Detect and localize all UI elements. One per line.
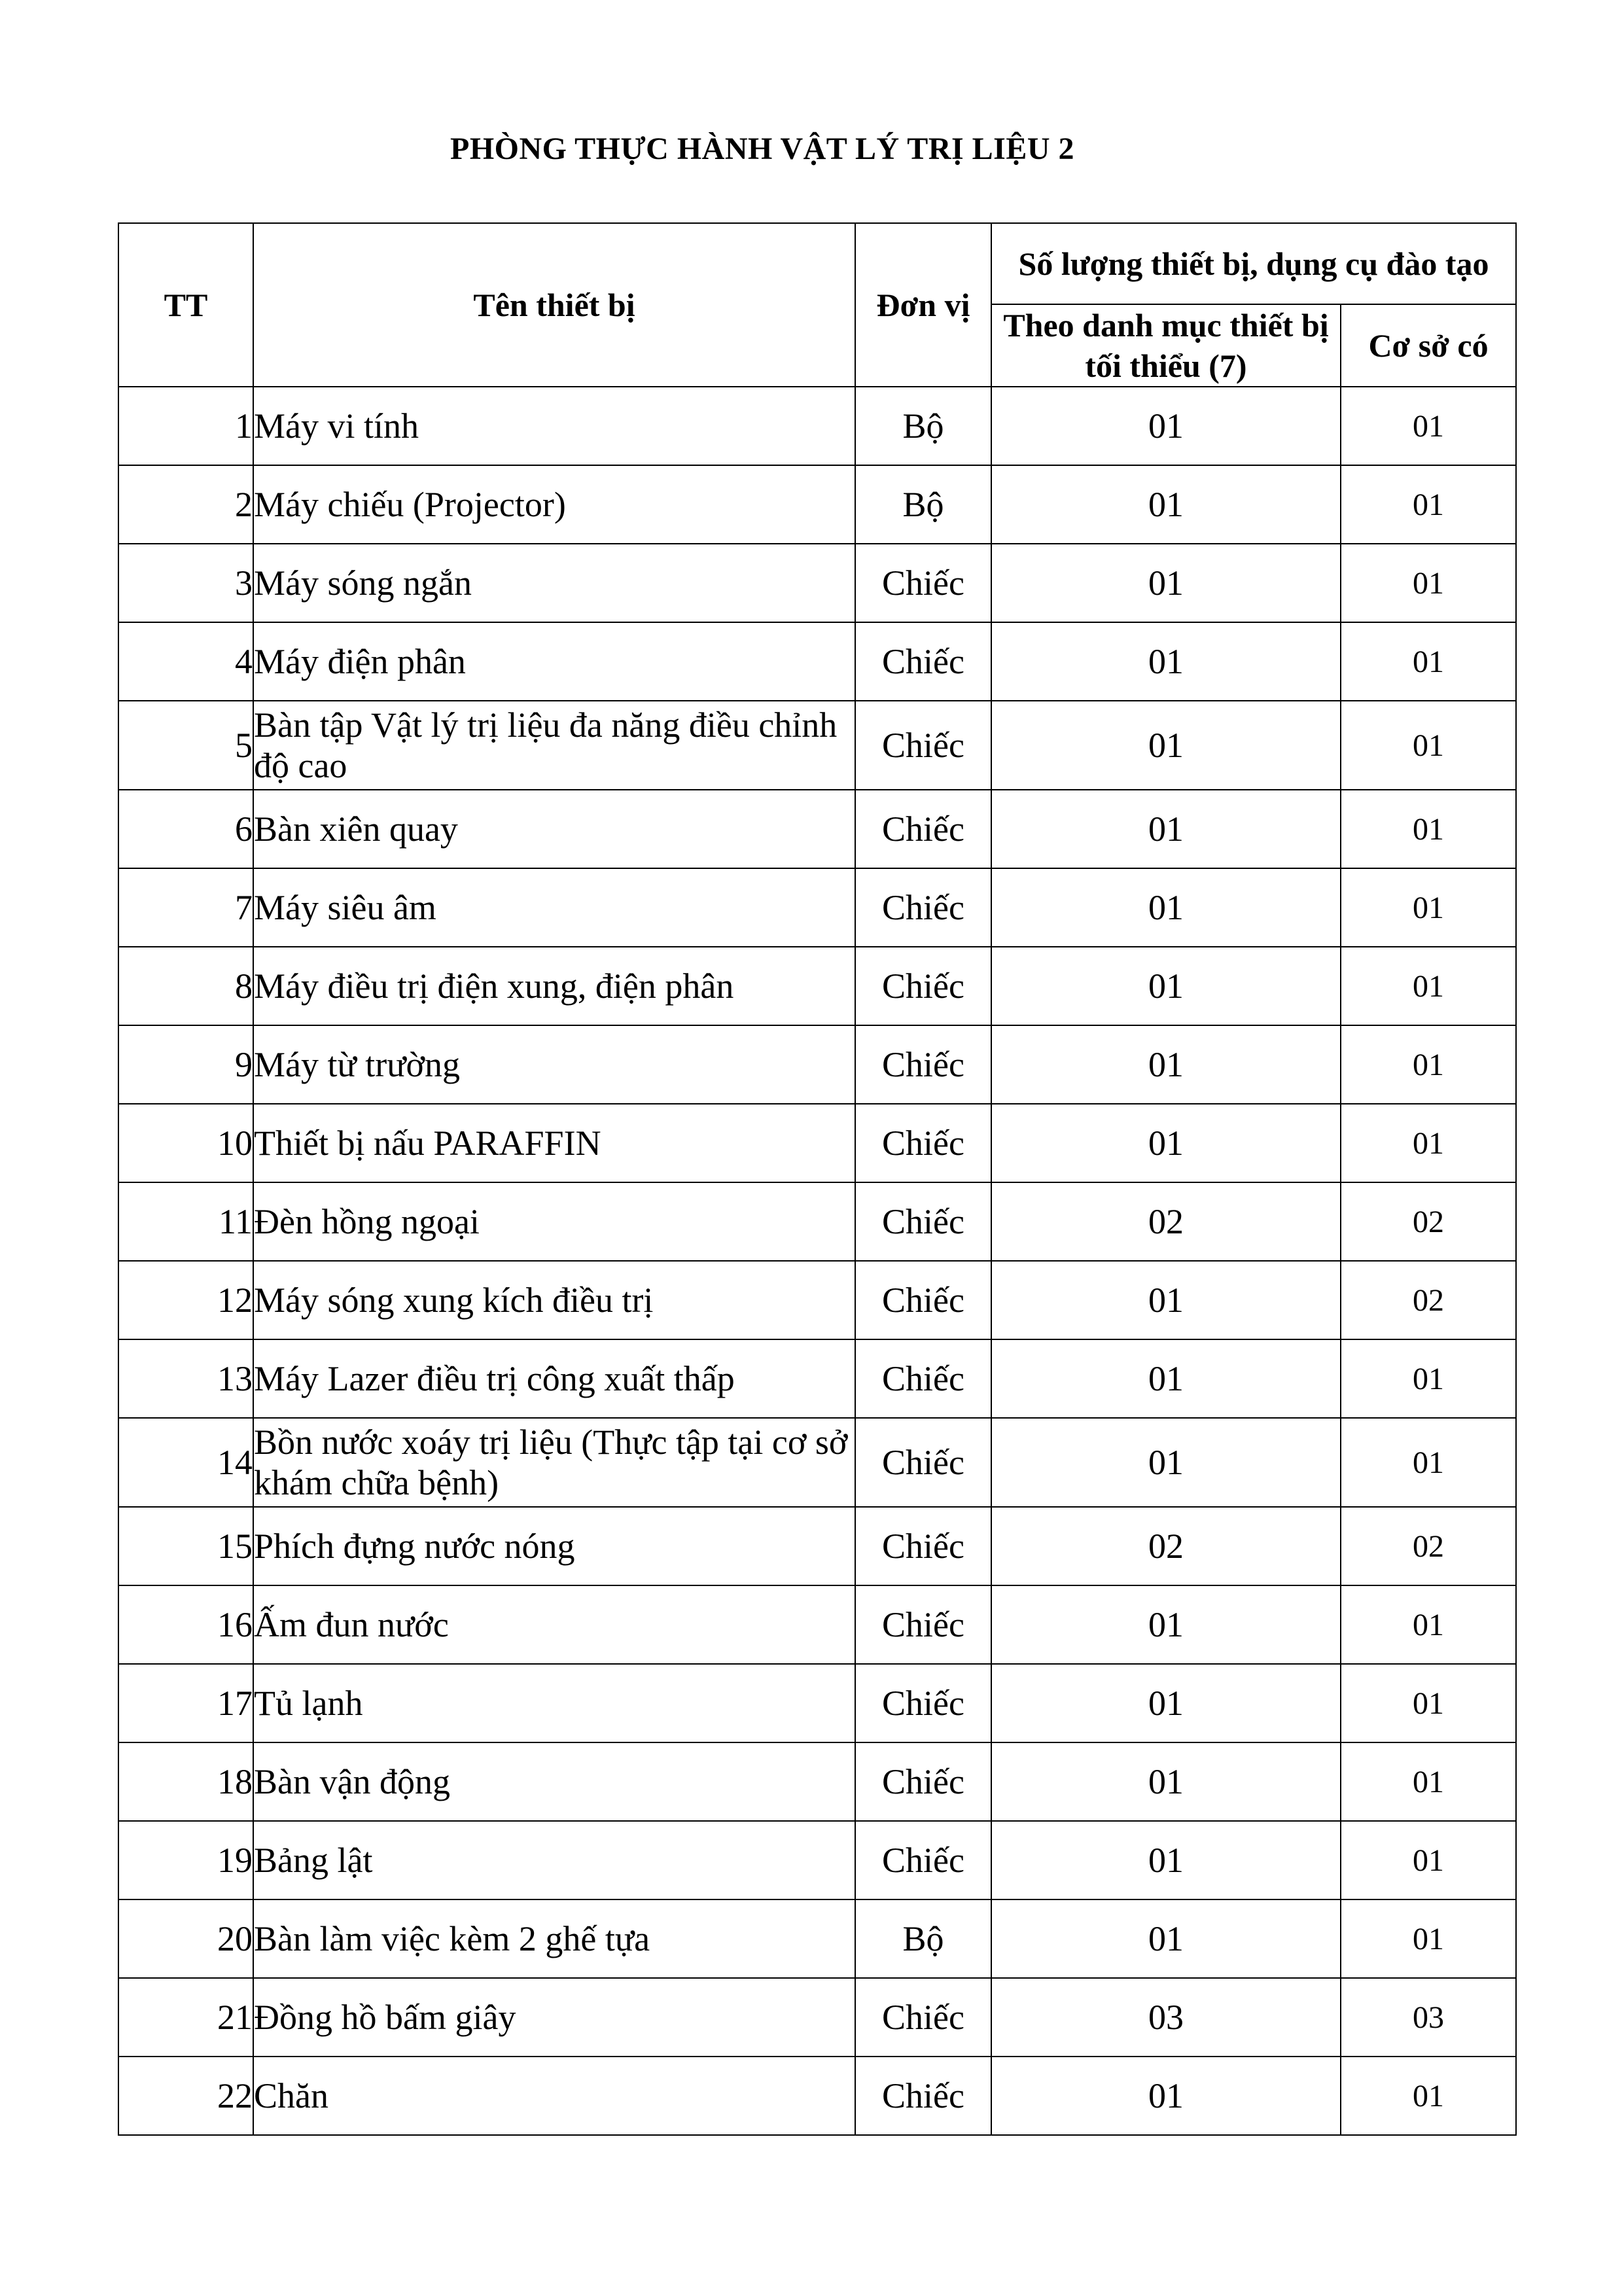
unit-cell: Chiếc [855, 1182, 991, 1261]
unit-cell: Chiếc [855, 790, 991, 868]
available-quantity: 01 [1341, 1025, 1516, 1104]
available-quantity: 01 [1341, 1899, 1516, 1978]
equipment-name: Máy điều trị điện xung, điện phân [253, 947, 855, 1025]
minimum-quantity: 01 [991, 1585, 1341, 1664]
unit-cell: Chiếc [855, 868, 991, 947]
minimum-quantity: 01 [991, 1339, 1341, 1418]
unit-cell: Chiếc [855, 1025, 991, 1104]
page-title: PHÒNG THỰC HÀNH VẬT LÝ TRỊ LIỆU 2 [450, 132, 1074, 166]
row-number: 18 [118, 1742, 253, 1821]
header-tt: TT [118, 223, 253, 387]
table-row [118, 1339, 1516, 1418]
equipment-name: Đèn hồng ngoại [253, 1182, 855, 1261]
header-unit: Đơn vị [855, 223, 991, 387]
available-quantity: 01 [1341, 387, 1516, 465]
equipment-name: Máy điện phân [253, 622, 855, 701]
available-quantity: 01 [1341, 1742, 1516, 1821]
equipment-name: Máy chiếu (Projector) [253, 465, 855, 544]
minimum-quantity: 01 [991, 622, 1341, 701]
equipment-name: Máy sóng ngắn [253, 544, 855, 622]
minimum-quantity: 01 [991, 465, 1341, 544]
equipment-table [118, 222, 1517, 2136]
equipment-name: Máy sóng xung kích điều trị [253, 1261, 855, 1339]
row-number: 4 [118, 622, 253, 701]
available-quantity: 01 [1341, 544, 1516, 622]
available-quantity: 01 [1341, 1418, 1516, 1507]
row-number: 1 [118, 387, 253, 465]
minimum-quantity: 01 [991, 790, 1341, 868]
table-row [118, 1585, 1516, 1664]
table-row [118, 465, 1516, 544]
row-number: 10 [118, 1104, 253, 1182]
header-quantity-group: Số lượng thiết bị, dụng cụ đào tạo [991, 223, 1516, 304]
unit-cell: Chiếc [855, 1261, 991, 1339]
equipment-name: Ấm đun nước [253, 1585, 855, 1664]
equipment-name: Bàn tập Vật lý trị liệu đa năng điều chỉnh độ cao [253, 701, 855, 790]
table-row [118, 1978, 1516, 2057]
row-number: 3 [118, 544, 253, 622]
unit-cell: Chiếc [855, 1418, 991, 1507]
row-number: 2 [118, 465, 253, 544]
table-row [118, 1261, 1516, 1339]
unit-cell: Chiếc [855, 1664, 991, 1742]
row-number: 19 [118, 1821, 253, 1899]
available-quantity: 01 [1341, 1821, 1516, 1899]
unit-cell: Chiếc [855, 1585, 991, 1664]
header-minimum: Theo danh mục thiết bị tối thiểu (7) [991, 304, 1341, 387]
unit-cell: Bộ [855, 465, 991, 544]
available-quantity: 01 [1341, 1585, 1516, 1664]
table-row [118, 544, 1516, 622]
unit-cell: Chiếc [855, 701, 991, 790]
table-row [118, 622, 1516, 701]
minimum-quantity: 01 [991, 1664, 1341, 1742]
available-quantity: 01 [1341, 465, 1516, 544]
unit-cell: Chiếc [855, 1339, 991, 1418]
row-number: 17 [118, 1664, 253, 1742]
equipment-name: Bảng lật [253, 1821, 855, 1899]
table-row [118, 1182, 1516, 1261]
row-number: 9 [118, 1025, 253, 1104]
row-number: 8 [118, 947, 253, 1025]
equipment-name: Máy Lazer điều trị công xuất thấp [253, 1339, 855, 1418]
equipment-name: Máy từ trường [253, 1025, 855, 1104]
minimum-quantity: 01 [991, 1104, 1341, 1182]
available-quantity: 01 [1341, 1104, 1516, 1182]
equipment-name: Bàn làm việc kèm 2 ghế tựa [253, 1899, 855, 1978]
unit-cell: Chiếc [855, 1978, 991, 2057]
minimum-quantity: 01 [991, 2057, 1341, 2135]
unit-cell: Chiếc [855, 1507, 991, 1585]
equipment-name: Tủ lạnh [253, 1664, 855, 1742]
table-row [118, 1418, 1516, 1507]
unit-cell: Chiếc [855, 2057, 991, 2135]
equipment-name: Bàn xiên quay [253, 790, 855, 868]
table-row [118, 1664, 1516, 1742]
table-row [118, 2057, 1516, 2135]
available-quantity: 02 [1341, 1507, 1516, 1585]
equipment-name: Thiết bị nấu PARAFFIN [253, 1104, 855, 1182]
minimum-quantity: 01 [991, 544, 1341, 622]
row-number: 7 [118, 868, 253, 947]
minimum-quantity: 01 [991, 701, 1341, 790]
row-number: 15 [118, 1507, 253, 1585]
available-quantity: 02 [1341, 1182, 1516, 1261]
minimum-quantity: 01 [991, 947, 1341, 1025]
minimum-quantity: 01 [991, 1261, 1341, 1339]
minimum-quantity: 02 [991, 1182, 1341, 1261]
table-row [118, 701, 1516, 790]
unit-cell: Chiếc [855, 1104, 991, 1182]
row-number: 5 [118, 701, 253, 790]
table-row [118, 790, 1516, 868]
table-row [118, 1104, 1516, 1182]
minimum-quantity: 01 [991, 1821, 1341, 1899]
table-row [118, 1025, 1516, 1104]
table-row [118, 387, 1516, 465]
minimum-quantity: 01 [991, 387, 1341, 465]
row-number: 6 [118, 790, 253, 868]
equipment-name: Bàn vận động [253, 1742, 855, 1821]
unit-cell: Chiếc [855, 947, 991, 1025]
header-name: Tên thiết bị [253, 223, 855, 387]
table-row [118, 868, 1516, 947]
row-number: 21 [118, 1978, 253, 2057]
table-row [118, 1742, 1516, 1821]
unit-cell: Bộ [855, 1899, 991, 1978]
equipment-name: Đồng hồ bấm giây [253, 1978, 855, 2057]
available-quantity: 01 [1341, 2057, 1516, 2135]
unit-cell: Chiếc [855, 1742, 991, 1821]
row-number: 13 [118, 1339, 253, 1418]
available-quantity: 01 [1341, 947, 1516, 1025]
minimum-quantity: 01 [991, 868, 1341, 947]
row-number: 12 [118, 1261, 253, 1339]
minimum-quantity: 02 [991, 1507, 1341, 1585]
available-quantity: 03 [1341, 1978, 1516, 2057]
minimum-quantity: 01 [991, 1742, 1341, 1821]
table-row [118, 947, 1516, 1025]
row-number: 11 [118, 1182, 253, 1261]
equipment-name: Máy siêu âm [253, 868, 855, 947]
equipment-name: Chăn [253, 2057, 855, 2135]
minimum-quantity: 01 [991, 1899, 1341, 1978]
table-row [118, 1821, 1516, 1899]
available-quantity: 01 [1341, 1664, 1516, 1742]
minimum-quantity: 03 [991, 1978, 1341, 2057]
row-number: 22 [118, 2057, 253, 2135]
equipment-name: Máy vi tính [253, 387, 855, 465]
unit-cell: Chiếc [855, 544, 991, 622]
table-row [118, 1507, 1516, 1585]
available-quantity: 01 [1341, 622, 1516, 701]
row-number: 14 [118, 1418, 253, 1507]
minimum-quantity: 01 [991, 1418, 1341, 1507]
row-number: 16 [118, 1585, 253, 1664]
table-row [118, 1899, 1516, 1978]
minimum-quantity: 01 [991, 1025, 1341, 1104]
unit-cell: Chiếc [855, 622, 991, 701]
available-quantity: 01 [1341, 790, 1516, 868]
equipment-name: Bồn nước xoáy trị liệu (Thực tập tại cơ sở khám chữa bệnh) [253, 1418, 855, 1507]
header-available: Cơ sở có [1341, 304, 1516, 387]
available-quantity: 01 [1341, 701, 1516, 790]
unit-cell: Bộ [855, 387, 991, 465]
available-quantity: 01 [1341, 1339, 1516, 1418]
available-quantity: 01 [1341, 868, 1516, 947]
row-number: 20 [118, 1899, 253, 1978]
equipment-name: Phích đựng nước nóng [253, 1507, 855, 1585]
unit-cell: Chiếc [855, 1821, 991, 1899]
available-quantity: 02 [1341, 1261, 1516, 1339]
